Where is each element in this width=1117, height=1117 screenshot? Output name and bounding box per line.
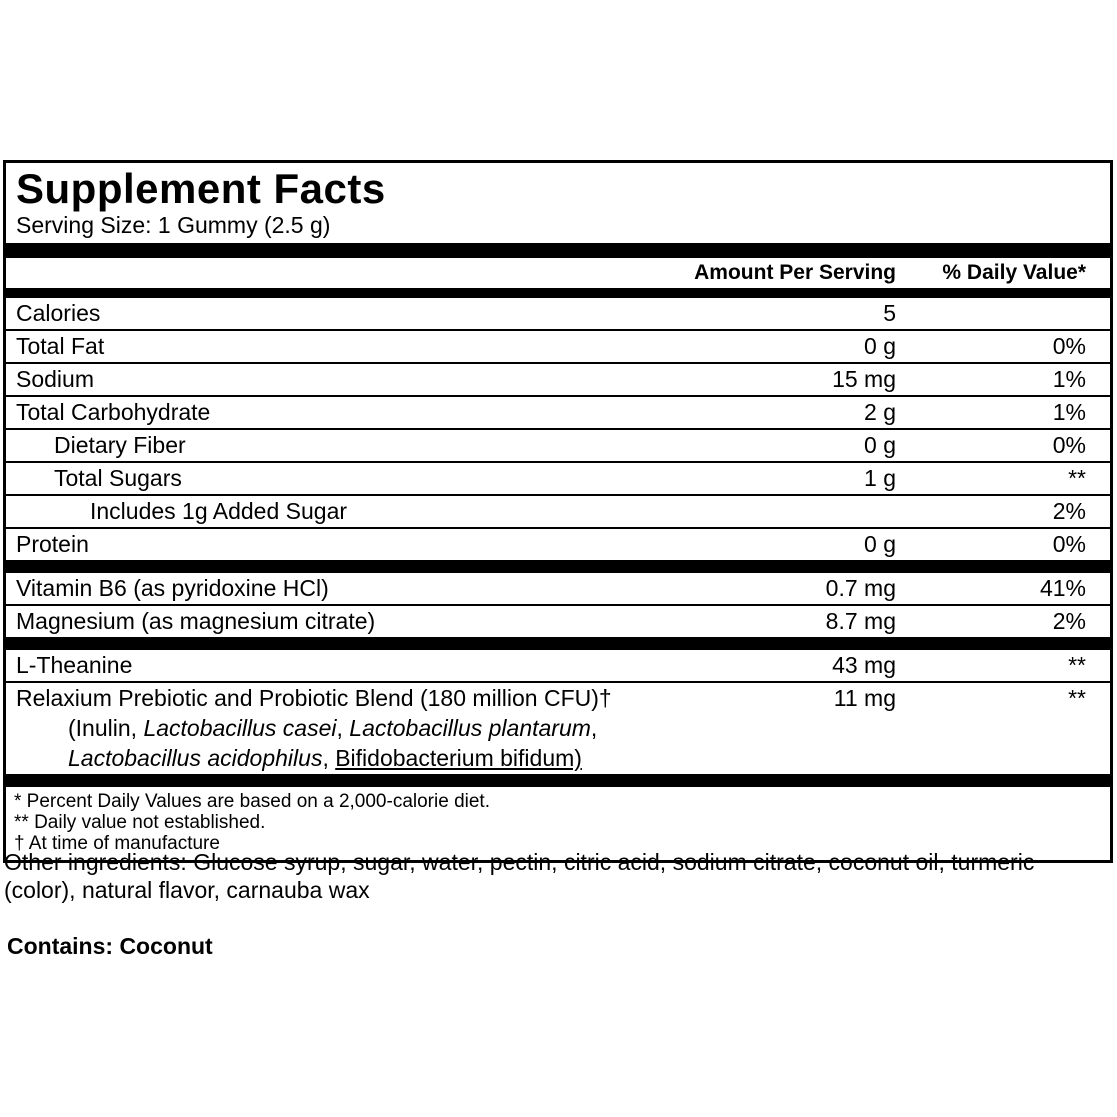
nutrient-row bbox=[6, 606, 1110, 637]
nutrient-daily-value: 2% bbox=[1052, 608, 1086, 634]
nutrient-name: Total Fat bbox=[16, 333, 105, 359]
nutrient-name: Total Carbohydrate bbox=[16, 399, 211, 425]
nutrient-row bbox=[6, 496, 1110, 529]
supplement-facts-panel bbox=[3, 160, 1113, 863]
footnote: † At time of manufacture bbox=[14, 833, 220, 854]
nutrient-amount: 11 mg bbox=[833, 685, 896, 711]
column-header-spacer bbox=[6, 259, 686, 288]
nutrient-amount: 5 bbox=[883, 300, 896, 326]
nutrient-daily-value: 2% bbox=[1052, 498, 1086, 524]
nutrient-daily-value: ** bbox=[1068, 652, 1086, 678]
nutrient-daily-value: 0% bbox=[1052, 432, 1086, 458]
section-divider-bar bbox=[6, 560, 1110, 573]
nutrient-amount: 0 g bbox=[864, 333, 896, 359]
section-divider-bar bbox=[6, 774, 1110, 787]
nutrient-daily-value: 0% bbox=[1052, 333, 1086, 359]
nutrient-daily-value: ** bbox=[1068, 465, 1086, 491]
nutrient-sections bbox=[6, 298, 1110, 787]
column-header-daily-value: % Daily Value* bbox=[942, 261, 1086, 284]
facts-title: Supplement Facts bbox=[16, 165, 386, 212]
column-header-amount: Amount Per Serving bbox=[694, 261, 896, 284]
nutrient-amount: 2 g bbox=[864, 399, 896, 425]
nutrient-amount: 0 g bbox=[864, 531, 896, 557]
footnote: * Percent Daily Values are based on a 2,000-calorie diet. bbox=[14, 791, 490, 812]
nutrient-name: Calories bbox=[16, 300, 101, 326]
nutrient-row bbox=[6, 397, 1110, 430]
nutrient-amount: 8.7 mg bbox=[825, 608, 896, 634]
nutrient-daily-value: ** bbox=[1068, 685, 1086, 711]
allergen-statement: Contains: Coconut bbox=[7, 933, 213, 959]
nutrient-name: Magnesium (as magnesium citrate) bbox=[16, 608, 376, 634]
other-ingredients: Other ingredients: Glucose syrup, sugar, water, pectin, citric acid, sodium citrate, coconut oil, turmeric (color), natural flavor, carnauba wax bbox=[4, 849, 1035, 903]
nutrient-amount: 1 g bbox=[864, 465, 896, 491]
nutrient-daily-value: 41% bbox=[1039, 575, 1086, 601]
section-divider-bar bbox=[6, 637, 1110, 650]
footnote: ** Daily value not established. bbox=[14, 812, 266, 833]
nutrient-row bbox=[6, 364, 1110, 397]
divider-bar-top bbox=[6, 243, 1110, 258]
serving-size: Serving Size: 1 Gummy (2.5 g) bbox=[16, 212, 331, 238]
nutrient-amount: 43 mg bbox=[832, 652, 896, 678]
nutrient-amount: 15 mg bbox=[832, 366, 896, 392]
nutrient-name: Protein bbox=[16, 531, 89, 557]
nutrient-row bbox=[6, 573, 1110, 606]
nutrient-row bbox=[6, 529, 1110, 560]
nutrient-row bbox=[6, 331, 1110, 364]
column-header-row bbox=[6, 258, 1110, 288]
nutrient-sub-line: Lactobacillus acidophilus, Bifidobacterium bifidum) bbox=[68, 745, 582, 771]
nutrient-name: Sodium bbox=[16, 366, 94, 392]
nutrient-row bbox=[6, 430, 1110, 463]
nutrient-name: Vitamin B6 (as pyridoxine HCl) bbox=[16, 575, 329, 601]
nutrient-amount: 0 g bbox=[864, 432, 896, 458]
nutrient-name: Total Sugars bbox=[54, 465, 182, 491]
nutrient-row bbox=[6, 650, 1110, 683]
nutrient-name: Includes 1g Added Sugar bbox=[90, 498, 348, 524]
nutrient-daily-value: 1% bbox=[1052, 399, 1086, 425]
nutrient-daily-value: 0% bbox=[1052, 531, 1086, 557]
nutrient-daily-value: 1% bbox=[1052, 366, 1086, 392]
nutrient-name: L-Theanine bbox=[16, 652, 133, 678]
nutrient-row bbox=[6, 463, 1110, 496]
nutrient-name: Dietary Fiber bbox=[54, 432, 186, 458]
nutrient-amount: 0.7 mg bbox=[825, 575, 896, 601]
divider-bar-header bbox=[6, 288, 1110, 298]
nutrient-name: Relaxium Prebiotic and Probiotic Blend (180 million CFU)† (Inulin, Lactobacillus casei, Lactobacillus plantarum, Lactobacillus acidophilus, Bifidobacterium bifidum) bbox=[6, 684, 686, 773]
nutrient-sub-line: (Inulin, Lactobacillus casei, Lactobacillus plantarum, bbox=[68, 715, 598, 741]
nutrient-row bbox=[6, 683, 1110, 774]
nutrient-row bbox=[6, 298, 1110, 331]
